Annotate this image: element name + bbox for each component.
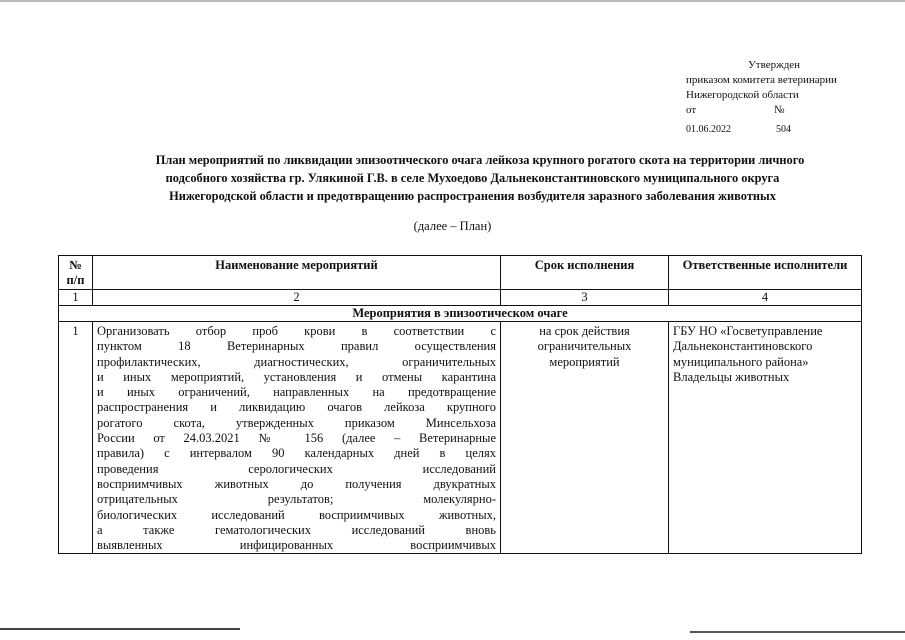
responsible-cell [669,322,862,554]
column-numbers-row [59,290,862,306]
activity-line: Организовать отбор проб крови в соответствии с [97,324,496,338]
responsible-line: Владельцы животных [673,369,790,384]
column-number: 1 [59,290,93,306]
order-line: приказом комитета ветеринарии [686,74,837,86]
region-line: Нижегородской области [686,89,799,101]
activity-line: отрицательных результатов; молекулярно- [97,492,496,507]
title-line: подсобного хозяйства гр. Улякиной Г.В. в селе Мухоедово Дальнеконстантиновского муниципального округа [165,171,780,185]
document-subtitle: (далее – План) [413,219,492,233]
column-number: 4 [669,290,862,306]
header-num [59,256,93,290]
number-label: № [774,104,785,116]
responsible-line: Дальнеконстантиновского [673,339,813,354]
activity-line: распространения и ликвидацию очагов лейкоза крупного [97,400,496,415]
activity-line: пунктом 18 Ветеринарных правил осуществления [97,339,496,354]
activity-line: проведения серологических исследований [97,461,496,476]
order-number: 504 [776,124,791,135]
activity-line: биологических исследований восприимчивых животных, [97,507,496,522]
activity-line: рогатого скота, утвержденных приказом Минсельхоза [97,415,496,430]
document-title [60,151,905,205]
section-title: Мероприятия в эпизоотическом очаге [59,306,862,322]
approval-block [0,0,905,140]
from-label: от [686,104,697,116]
activity-line: а также гематологических исследований вновь [97,522,496,537]
activity-line: восприимчивых животных до получения двукратных [97,476,496,491]
activity-cell [93,322,501,554]
column-number: 3 [501,290,669,306]
header-responsible: Ответственные исполнители [669,256,862,290]
table-row [59,322,862,554]
header-deadline: Срок исполнения [501,256,669,290]
deadline-line: ограничительных [537,339,632,354]
responsible-line: ГБУ НО «Госветуправление [673,324,823,338]
order-date: 01.06.2022 [686,124,731,135]
scan-edge-bottom-left [0,628,240,630]
title-line: План мероприятий по ликвидации эпизоотического очага лейкоза крупного рогатого скота на территории личного [155,153,805,167]
activity-line: и иных ограничений, направленных на предотвращение [97,385,496,400]
activity-line: правила) с интервалом 90 календарных дней в целях [97,446,496,461]
activity-line: и иных мероприятий, установления и отмены карантина [97,369,496,384]
section-row [59,306,862,322]
title-line: Нижегородской области и предотвращению распространения возбудителя заразного заболевания животных [169,189,776,203]
deadline-line: мероприятий [549,354,620,369]
row-number: 1 [59,322,93,554]
deadline-cell [501,322,669,554]
table-header-row [59,256,862,290]
header-num-abbr: п/п [66,273,85,287]
activity-line: России от 24.03.2021 № 156 (далее – Ветеринарные [97,431,496,446]
column-number: 2 [93,290,501,306]
header-activity: Наименование мероприятий [93,256,501,290]
approved-label: Утвержден [748,59,801,71]
deadline-line: на срок действия [539,324,630,338]
activity-line: профилактических, диагностических, ограничительных [97,354,496,369]
responsible-line: муниципального района» [673,354,809,369]
scan-edge-bottom-right [690,631,905,633]
plan-table [58,255,862,554]
header-num-symbol: № [69,258,82,272]
activity-line: выявленных инфицированных восприимчивых [97,538,496,553]
